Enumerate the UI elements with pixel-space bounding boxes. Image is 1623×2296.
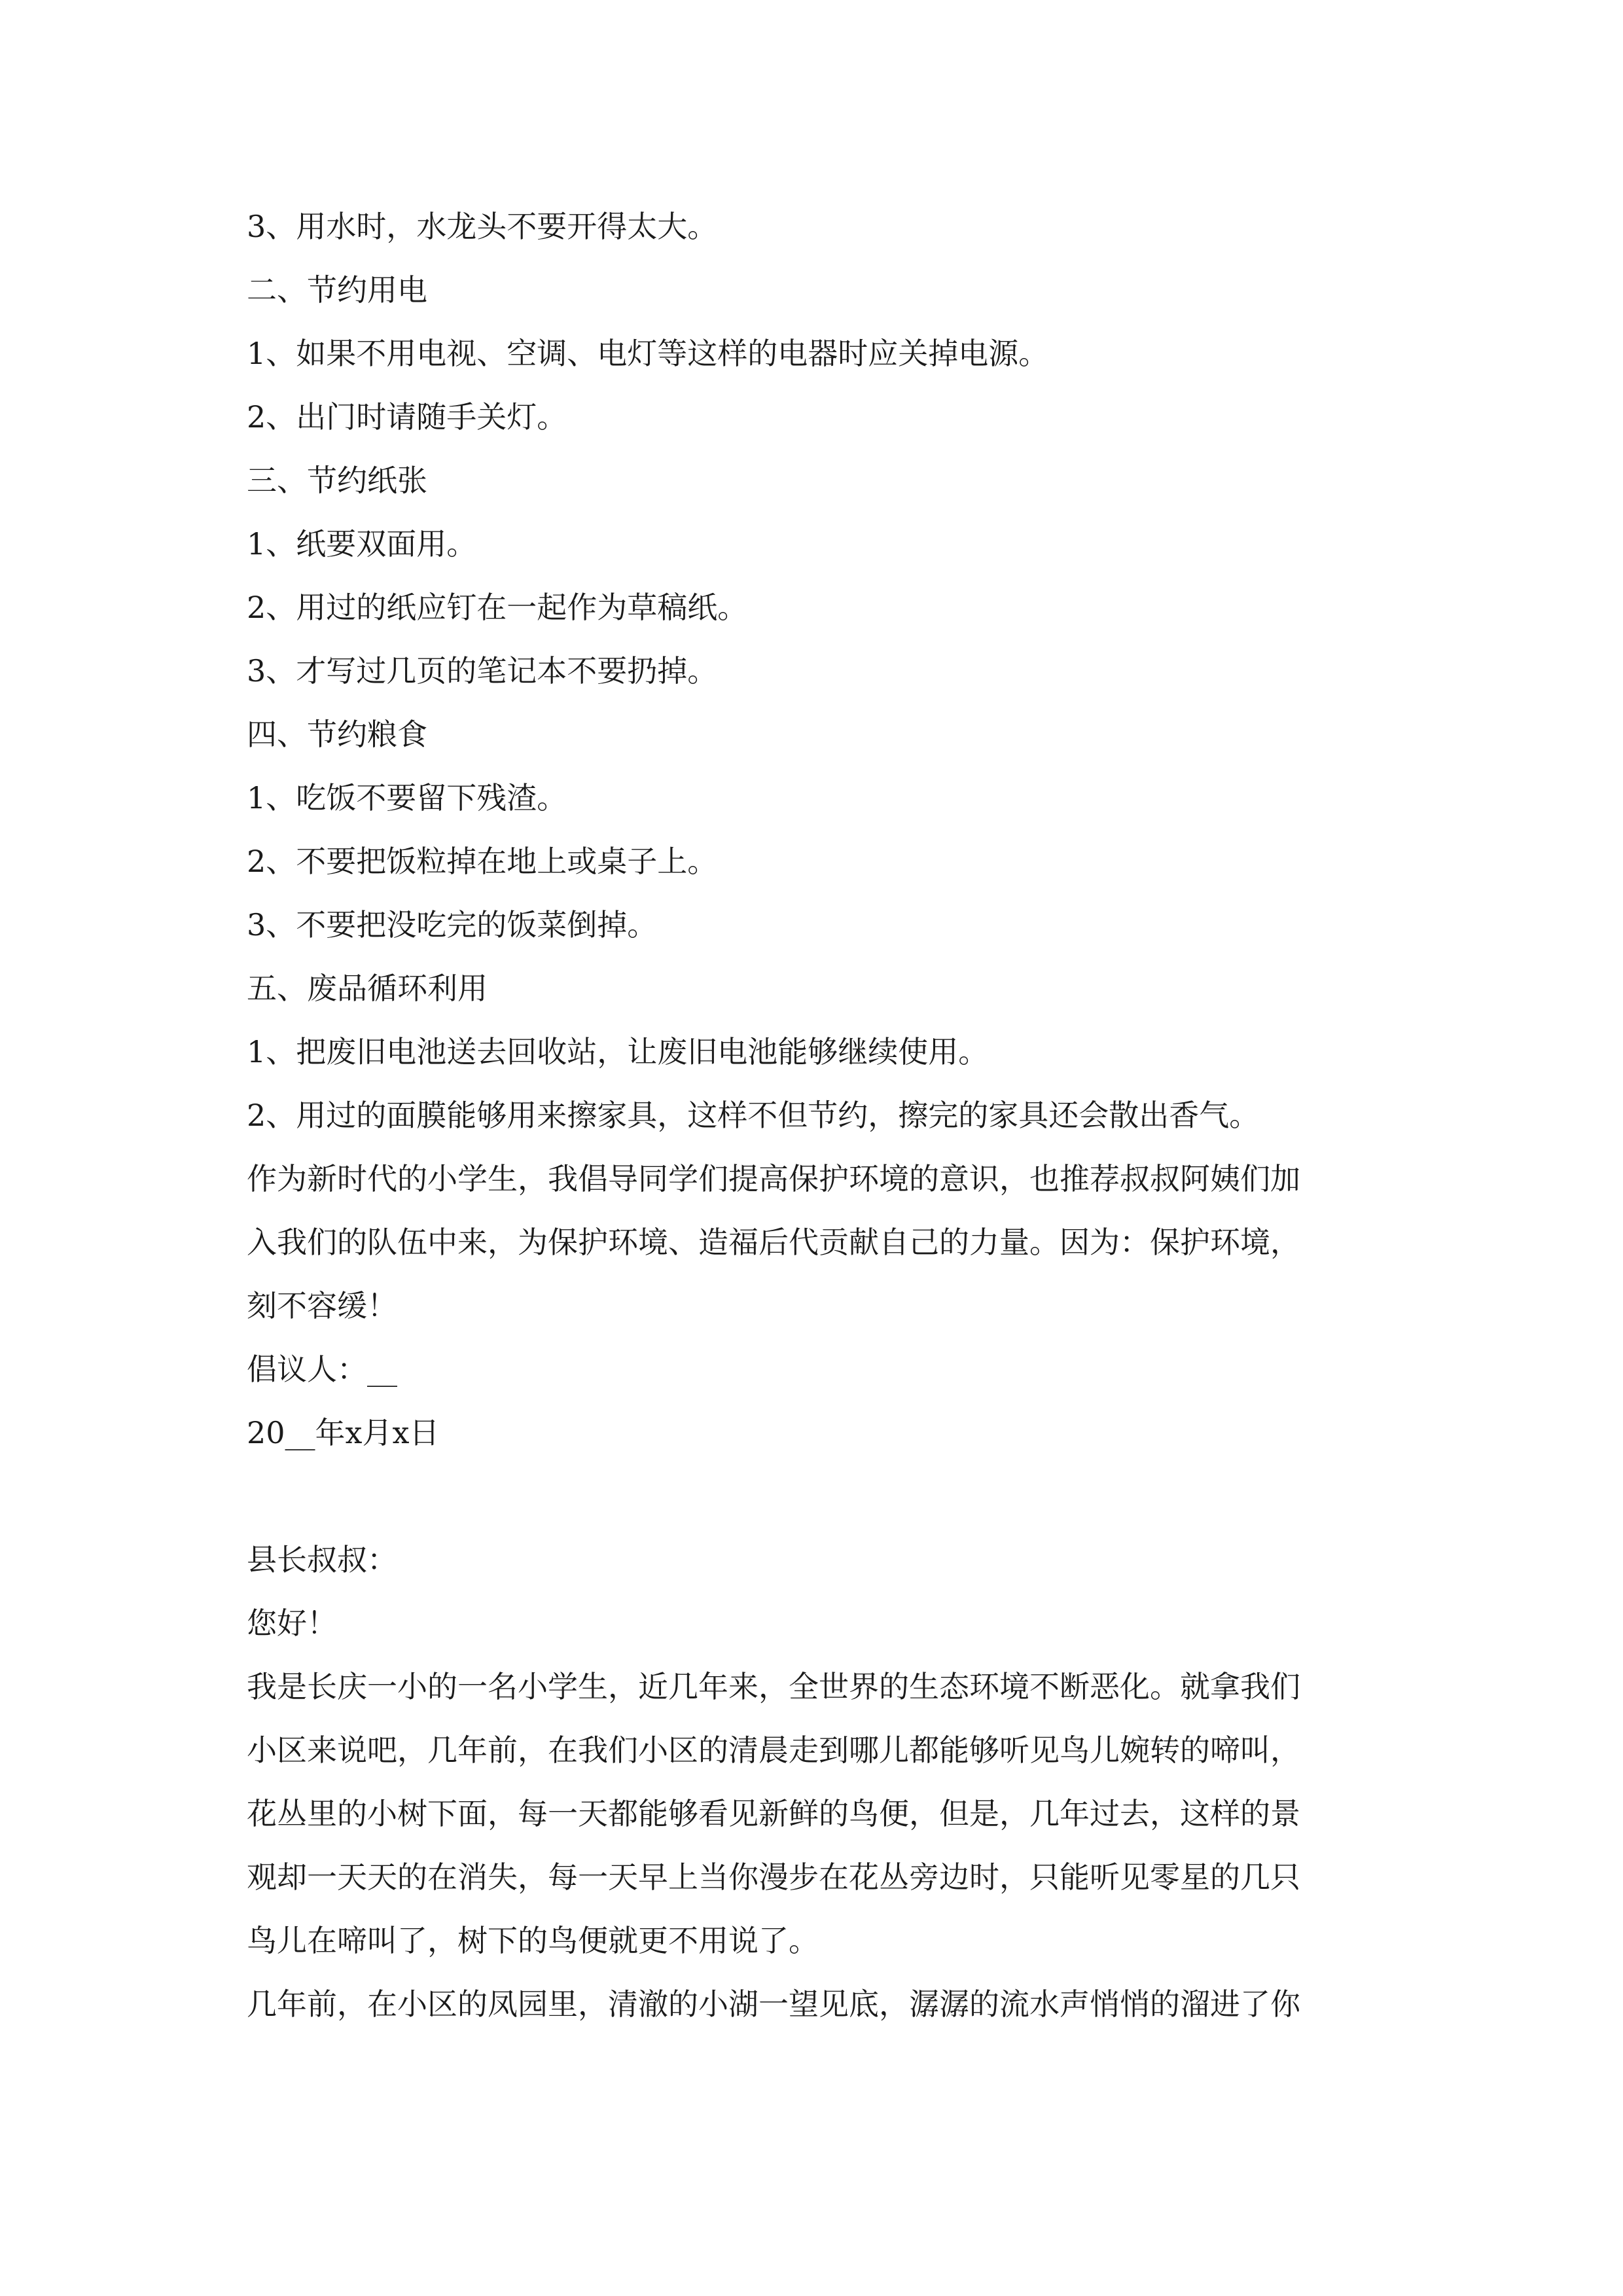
section-spacer (247, 1465, 1399, 1528)
letter-paragraph-line: 我是长庆一小的一名小学生，近几年来，全世界的生态环境不断恶化。就拿我们 (247, 1669, 1300, 1704)
document-body (247, 195, 1399, 2036)
closing-paragraph-line: 刻不容缓！ (247, 1288, 397, 1323)
list-item: 3、用水时，水龙头不要开得太大。 (247, 209, 718, 244)
letter-paragraph-line: 花丛里的小树下面，每一天都能够看见新鲜的鸟便，但是，几年过去，这样的景 (247, 1796, 1300, 1831)
letter-paragraph-line: 鸟儿在啼叫了，树下的鸟便就更不用说了。 (247, 1923, 819, 1958)
list-item: 3、不要把没吃完的饭菜倒掉。 (247, 907, 658, 942)
letter-paragraph-line: 小区来说吧，几年前，在我们小区的清晨走到哪儿都能够听见鸟儿婉转的啼叫， (247, 1732, 1300, 1768)
letter-paragraph-line: 观却一天天的在消失，每一天早上当你漫步在花丛旁边时，只能听见零星的几只 (247, 1859, 1300, 1895)
list-item: 3、才写过几页的笔记本不要扔掉。 (247, 653, 718, 689)
letter-paragraph-line: 几年前，在小区的凤园里，清澈的小湖一望见底，潺潺的流水声悄悄的溜进了你 (247, 1986, 1300, 2022)
closing-paragraph-line: 作为新时代的小学生，我倡导同学们提高保护环境的意识，也推荐叔叔阿姨们加 (247, 1161, 1300, 1196)
date-line: 20__年x月x日 (247, 1415, 440, 1450)
list-item: 1、纸要双面用。 (247, 526, 477, 562)
signature-line: 倡议人：__ (247, 1352, 397, 1387)
list-item: 1、吃饭不要留下残渣。 (247, 780, 567, 816)
list-item: 2、不要把饭粒掉在地上或桌子上。 (247, 844, 718, 879)
section-heading: 二、节约用电 (247, 272, 427, 308)
letter-salutation: 县长叔叔： (247, 1542, 397, 1577)
list-item: 1、如果不用电视、空调、电灯等这样的电器时应关掉电源。 (247, 336, 1049, 371)
section-heading: 四、节约粮食 (247, 717, 427, 752)
list-item: 2、用过的面膜能够用来擦家具，这样不但节约，擦完的家具还会散出香气。 (247, 1098, 1260, 1133)
list-item: 2、用过的纸应钉在一起作为草稿纸。 (247, 590, 748, 625)
letter-greeting: 您好！ (247, 1605, 337, 1641)
section-heading: 三、节约纸张 (247, 463, 427, 498)
closing-paragraph-line: 入我们的队伍中来，为保护环境、造福后代贡献自己的力量。因为：保护环境， (247, 1225, 1300, 1260)
section-heading: 五、废品循环利用 (247, 971, 488, 1006)
list-item: 1、把废旧电池送去回收站，让废旧电池能够继续使用。 (247, 1034, 989, 1069)
list-item: 2、出门时请随手关灯。 (247, 399, 567, 435)
